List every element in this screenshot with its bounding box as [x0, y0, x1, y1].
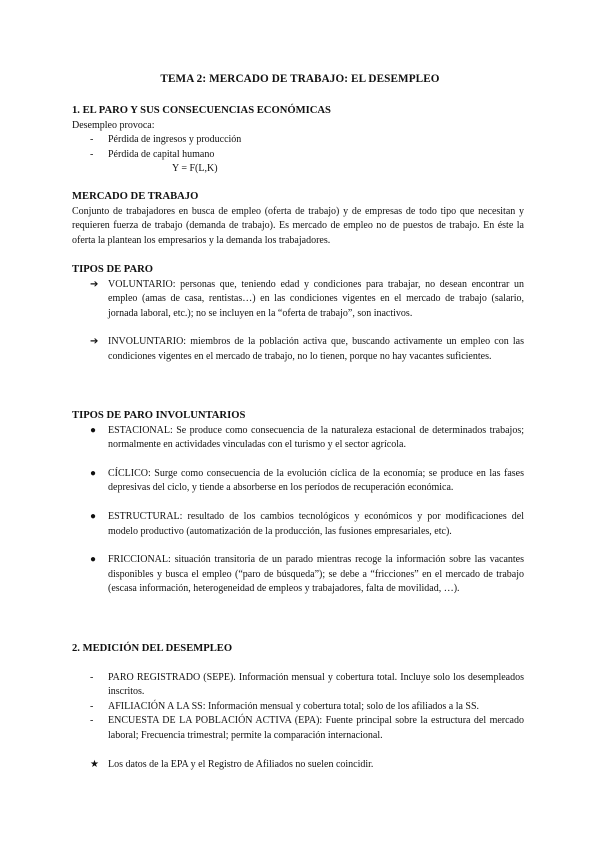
list-item: - PARO REGISTRADO (SEPE). Información mensual y cobertura total. Incluye solo los desempleados inscritos.	[90, 671, 524, 698]
section-mercado-trabajo	[72, 190, 524, 248]
list-item: ● CÍCLICO: Surge como consecuencia de la evolución cíclica de la economía; se produce en las fases depresivas del ciclo, y tiende a absorberse en los períodos de recuperación económica.	[90, 467, 524, 494]
dash-marker: -	[90, 700, 94, 712]
section-paro-consecuencias	[72, 104, 524, 177]
paragraph: Conjunto de trabajadores en busca de empleo (oferta de trabajo) y de empresas de todo tipo que necesitan y requieren fuerza de trabajo (demanda de trabajo). Es mercado de empleo no de puestos de trabajo. En éste la oferta la plantean los empresarios y la demanda los trabajadores.	[72, 205, 524, 246]
bullet-icon: ●	[90, 467, 97, 479]
dash-marker: -	[90, 148, 94, 160]
dash-marker: -	[90, 134, 94, 146]
production-formula: Y = F(L,K)	[172, 163, 218, 175]
dash-marker: -	[90, 715, 94, 727]
bullet-icon: ●	[90, 424, 97, 436]
star-icon: ★	[90, 758, 99, 770]
section-tipos-paro	[72, 263, 524, 365]
intro-text: Desempleo provoca:	[72, 119, 155, 131]
dash-marker: -	[90, 671, 94, 683]
list-item: - ENCUESTA DE LA POBLACIÓN ACTIVA (EPA): Fuente principal sobre la estructura del mercado laboral; Frecuencia trimestral; permite la comparación internacional.	[90, 715, 524, 741]
list-item: ➔ INVOLUNTARIO: miembros de la población activa que, buscando activamente un empleo con las condiciones vigentes en el mercado de trabajo, no lo tienen, porque no hay vacantes suficientes.	[90, 336, 524, 362]
bullet-icon: ●	[90, 510, 97, 522]
section-medicion-desempleo	[72, 642, 524, 772]
list-item: ● ESTACIONAL: Se produce como consecuencia de la naturaleza estacional de determinados trabajos; normalmente en actividades vinculadas con el turismo y el sector agrícola.	[90, 424, 524, 451]
list-item: - Pérdida de capital humano	[72, 148, 524, 163]
section-paro-involuntarios	[72, 409, 524, 597]
section-heading: TIPOS DE PARO INVOLUNTARIOS	[72, 410, 246, 421]
list-item: ➔ VOLUNTARIO: personas que, teniendo edad y condiciones para trabajar, no desean encontrar un empleo (amas de casa, rentistas…) en las condiciones vigentes en el mercado de trabajo (salario, jornada laboral, etc.); no se incluyen en la “oferta de trabajo”, son inactivos.	[90, 278, 524, 319]
list-item: ● FRICCIONAL: situación transitoria de un parado mientras recoge la información sobre las vacantes disponibles y busca el empleo (“paro de búsqueda”); se debe a “fricciones” en el mercado de trabajo (escasa información, heterogeneidad de empleos y trabajadores, falta de movilidad, …).	[90, 554, 524, 595]
section-heading: 1. EL PARO Y SUS CONSECUENCIAS ECONÓMICAS	[72, 105, 331, 116]
arrow-icon: ➔	[90, 336, 99, 348]
list-item: - Pérdida de ingresos y producción	[72, 133, 524, 148]
section-heading: 2. MEDICIÓN DEL DESEMPLEO	[72, 643, 233, 654]
list-item: ● ESTRUCTURAL: resultado de los cambios tecnológicos y económicos y por modificaciones del modelo productivo (automatización de la producción, las fusiones empresariales, etc).	[90, 510, 524, 537]
arrow-icon: ➔	[90, 278, 99, 290]
section-heading: TIPOS DE PARO	[72, 264, 154, 275]
page-title: TEMA 2: MERCADO DE TRABAJO: EL DESEMPLEO	[160, 73, 440, 85]
bullet-icon: ●	[90, 554, 97, 566]
list-item: - AFILIACIÓN A LA SS: Información mensual y cobertura total; solo de los afiliados a la SS.	[72, 700, 524, 715]
section-heading: MERCADO DE TRABAJO	[72, 191, 199, 202]
note-item: ★ Los datos de la EPA y el Registro de Afiliados no suelen coincidir.	[72, 758, 524, 773]
